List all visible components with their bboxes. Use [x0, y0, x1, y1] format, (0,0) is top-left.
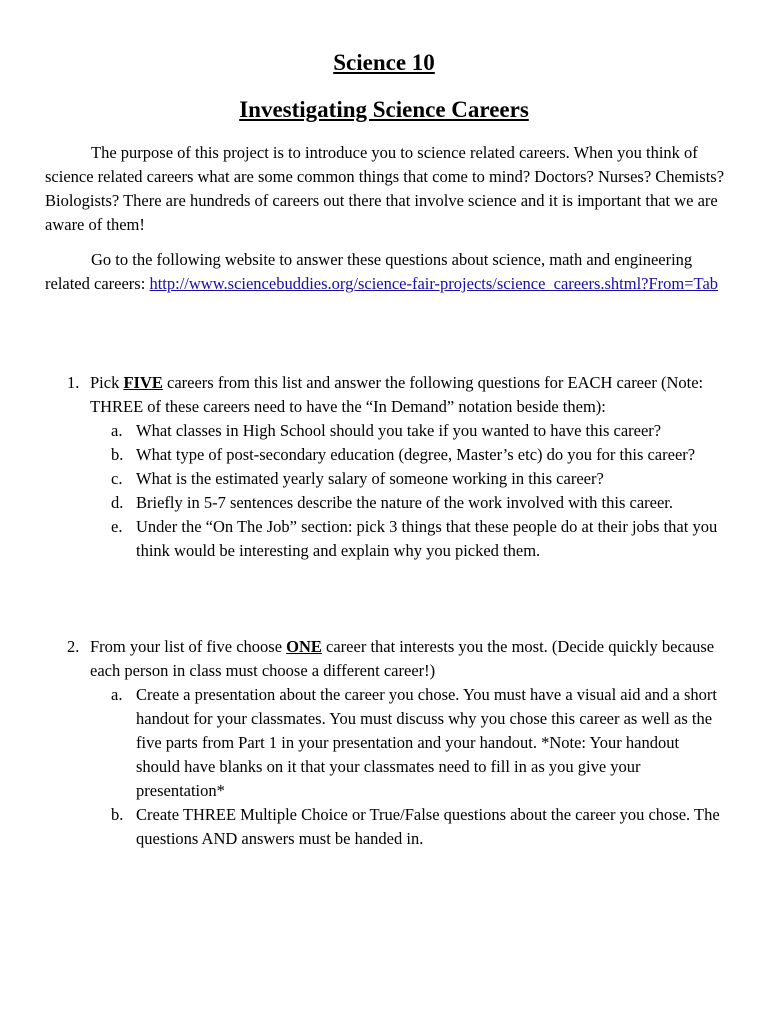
sub-question-text: Briefly in 5-7 sentences describe the nature of the work involved with this career.	[136, 493, 673, 512]
question-emphasis: FIVE	[123, 373, 163, 392]
question-1	[67, 371, 727, 563]
question-text-after: careers from this list and answer the following questions for EACH career (Note: THREE of these careers need to have the “In Demand” notation beside them):	[90, 373, 704, 416]
assignment-title: Investigating Science Careers	[239, 97, 529, 122]
sub-question-text: What is the estimated yearly salary of someone working in this career?	[136, 469, 604, 488]
question-emphasis: ONE	[286, 637, 322, 656]
question-text-after: career that interests you the most. (Decide quickly because each person in class must choose a different career!)	[90, 637, 715, 680]
sub-question-letter: d.	[111, 493, 124, 512]
sub-question-text: What classes in High School should you take if you wanted to have this career?	[136, 421, 662, 440]
sub-question	[67, 467, 727, 491]
sub-question-letter: b.	[111, 445, 124, 464]
sub-question	[67, 419, 727, 443]
sub-question	[67, 515, 727, 563]
sub-question-letter: a.	[111, 421, 123, 440]
sub-question	[67, 683, 727, 803]
question-text-before: From your list of five choose	[90, 637, 287, 656]
sub-question-list	[67, 683, 727, 851]
sub-question-text: Create THREE Multiple Choice or True/False questions about the career you chose. The questions AND answers must be handed in.	[136, 805, 720, 848]
sub-question	[67, 443, 727, 467]
question-2	[67, 635, 727, 851]
sciencebuddies-link[interactable]: http://www.sciencebuddies.org/science-fair-projects/science_careers.shtml?From=Tab	[149, 274, 719, 293]
sub-question-letter: b.	[111, 805, 124, 824]
question-text-before: Pick	[90, 373, 124, 392]
sub-question-letter: e.	[111, 517, 123, 536]
question-number: 1.	[67, 373, 80, 392]
course-title: Science 10	[333, 50, 435, 75]
sub-question-text: Create a presentation about the career you chose. You must have a visual aid and a short handout for your classmates. You must discuss why you chose this career as well as the five parts from Part 1 in your presentation and your handout. *Note: Your handout should have blanks on it that your classmates need to fill in as you give your presentation*	[136, 685, 717, 800]
sub-question-letter: c.	[111, 469, 123, 488]
website-paragraph	[45, 248, 725, 296]
sub-question	[67, 491, 727, 515]
question-text	[90, 635, 727, 683]
question-number: 2.	[67, 637, 80, 656]
sub-question-letter: a.	[111, 685, 123, 704]
sub-question-list	[67, 419, 727, 563]
sub-question	[67, 803, 727, 851]
website-instruction: Go to the following website to answer these questions about science, math and engineering related careers:	[45, 250, 693, 293]
question-text	[90, 371, 727, 419]
sub-question-text: What type of post-secondary education (degree, Master’s etc) do you for this career?	[136, 445, 696, 464]
sub-question-text: Under the “On The Job” section: pick 3 things that these people do at their jobs that you think would be interesting and explain why you picked them.	[136, 517, 718, 560]
intro-paragraph: The purpose of this project is to introduce you to science related careers. When you think of science related careers what are some common things that come to mind? Doctors? Nurses? Chemists? Biologists? There are hundreds of careers out there that involve science and it is important that we are aware of them!	[45, 143, 725, 234]
